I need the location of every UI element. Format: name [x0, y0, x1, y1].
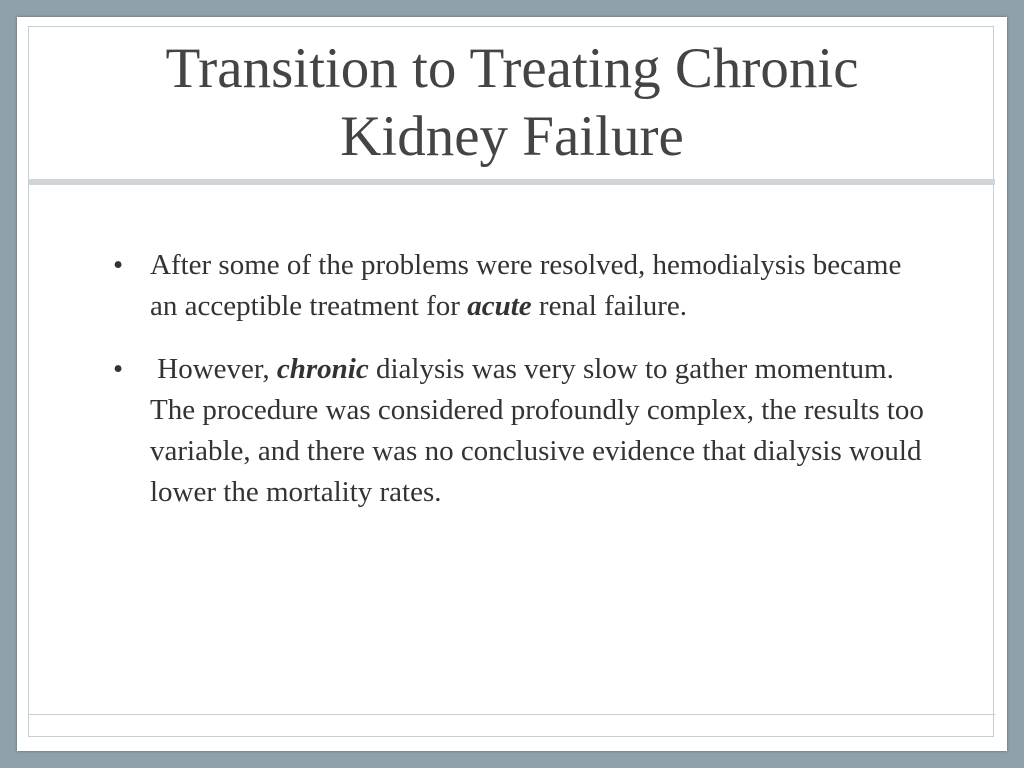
slide-title-line-1: Transition to Treating Chronic — [165, 37, 859, 100]
footer-divider — [29, 714, 995, 715]
slide-title-line-2: Kidney Failure — [340, 105, 684, 168]
bullet-item-2 — [109, 349, 932, 513]
slide-body — [109, 245, 932, 535]
bullet-mark: • — [113, 353, 124, 385]
bullet-2-text-end: dialysis was very slow to gather momentum. The procedure was considered profoundly complex, the results too variable, and there was no conclusive evidence that dialysis would lower the mortality rates. — [150, 353, 932, 508]
bullet-1-text-start: After some of the problems were resolved, hemodialysis became an acceptible treatment for — [150, 249, 902, 322]
bullet-2-emphasis: chronic — [276, 353, 369, 385]
slide — [17, 17, 1007, 751]
slide-title — [29, 35, 995, 171]
title-divider — [29, 179, 995, 185]
bullet-1-emphasis: acute — [467, 290, 532, 322]
bullet-item-1 — [109, 245, 929, 327]
bullet-mark: • — [113, 249, 124, 281]
bullet-2-text-start: However, — [150, 353, 277, 385]
bullet-1-text-end: renal failure. — [531, 290, 688, 322]
